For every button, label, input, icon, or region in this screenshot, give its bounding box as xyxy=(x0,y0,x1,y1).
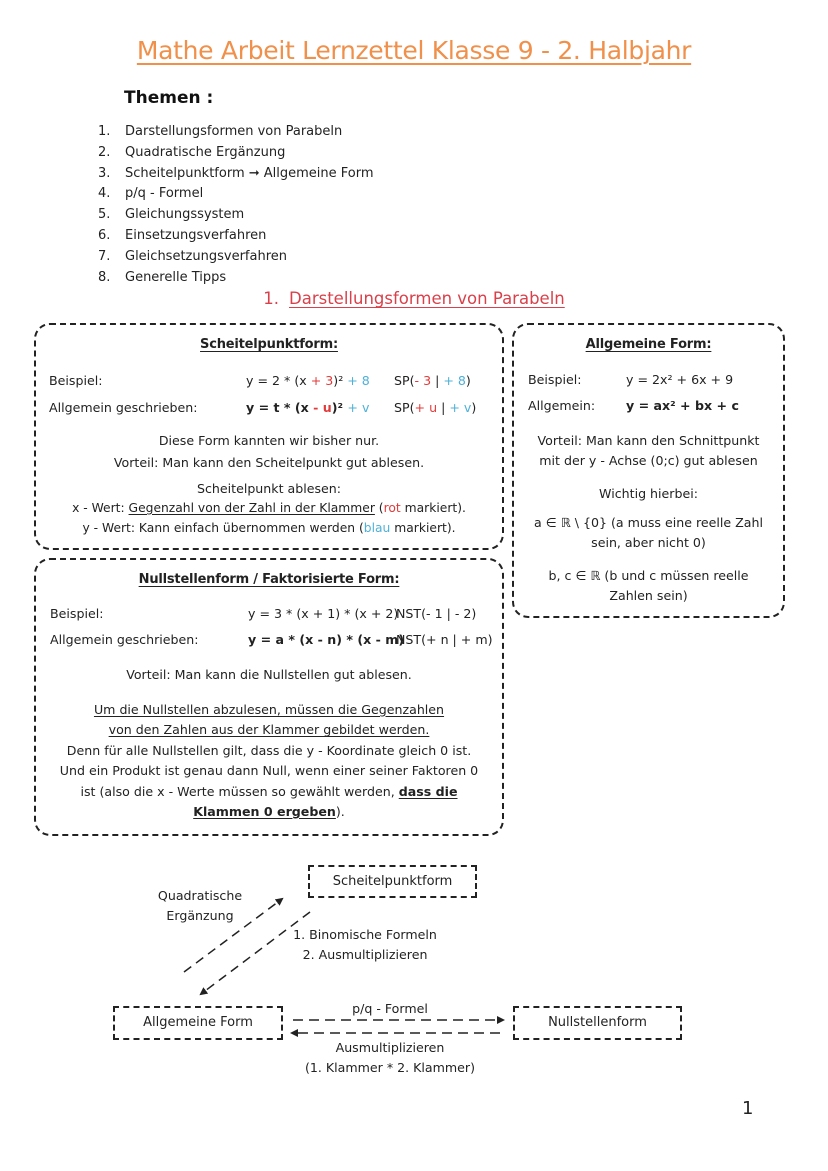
item-number: 7. xyxy=(98,248,111,264)
section-number: 1. xyxy=(263,289,279,308)
explanation-text: Denn für alle Nullstellen gilt, dass die y - Koordinate gleich 0 ist. Und ein Produkt ist genau dann Null, wenn einer seiner Faktoren 0 ist (also die x - Werte müssen so gewählt werden, xyxy=(59,742,479,799)
label-line: (1. Klammer * 2. Klammer) xyxy=(304,1060,476,1075)
allgemein-label: Allgemein geschrieben: xyxy=(49,400,198,415)
arrow-up-right-icon xyxy=(184,899,282,972)
beispiel-label: Beispiel: xyxy=(528,372,582,387)
allgemein-label: Allgemein: xyxy=(528,398,596,413)
item-number: 8. xyxy=(98,269,111,285)
label-line: Ausmultiplizieren xyxy=(335,1040,445,1055)
item-label: Scheitelpunktform ➞ Allgemeine Form xyxy=(125,165,374,181)
explanation-bold: dass die Klammen 0 ergeben xyxy=(193,783,458,820)
label-line: 2. Ausmultiplizieren xyxy=(302,947,428,962)
vorteil-text: Vorteil: Man kann den Schnittpunkt mit der y - Achse (0;c) gut ablesen xyxy=(537,433,760,468)
rule-text: Um die Nullstellen abzulesen, müssen die Gegenzahlen von den Zahlen aus der Klammer gebildet werden. xyxy=(93,702,445,738)
formula-part: )² xyxy=(331,400,348,415)
x-wert-mid: ( xyxy=(374,501,384,515)
formula-part: )² xyxy=(333,373,348,388)
node-scheitelpunktform: Scheitelpunktform xyxy=(308,865,477,898)
label-line: Ergänzung xyxy=(166,908,234,923)
sp-blue-part: + v xyxy=(449,400,472,415)
page-number: 1 xyxy=(742,1098,754,1119)
box-heading: Nullstellenform / Faktorisierte Form: xyxy=(138,572,400,587)
item-number: 2. xyxy=(98,144,111,160)
formula-part: y = t * (x xyxy=(246,400,314,415)
box-heading: Allgemeine Form: xyxy=(585,337,712,352)
sp-part: SP( xyxy=(394,400,415,415)
sp-blue-part: + 8 xyxy=(443,373,466,388)
sp-sep: | xyxy=(437,400,450,415)
item-label: Gleichsetzungsverfahren xyxy=(125,248,287,264)
intro-line: Diese Form kannten wir bisher nur. xyxy=(158,433,380,448)
formula-red-part: - u xyxy=(313,400,332,415)
formula-blue-part: + v xyxy=(347,400,370,415)
sp-red-part: + u xyxy=(414,400,438,415)
formula-red-part: + 3 xyxy=(310,373,334,388)
item-number: 3. xyxy=(98,165,111,181)
beispiel-nullstellen: NST(- 1 | - 2) xyxy=(396,606,477,621)
item-label: Darstellungsformen von Parabeln xyxy=(125,124,343,139)
label-pq-formel: p/q - Formel xyxy=(352,1001,428,1016)
formula-part: y = 2 * (x xyxy=(246,373,311,388)
x-wert-suffix: markiert). xyxy=(400,501,466,515)
y-wert-suffix: markiert). xyxy=(390,521,456,535)
node-allgemeine-form: Allgemeine Form xyxy=(113,1006,283,1040)
sp-part: ) xyxy=(471,400,477,415)
item-label: Generelle Tipps xyxy=(125,269,227,285)
beispiel-formula: y = 2x² + 6x + 9 xyxy=(626,372,734,387)
y-wert-prefix: y - Wert: Kann einfach übernommen werden ( xyxy=(82,521,364,535)
item-label: Gleichungssystem xyxy=(125,207,245,223)
page-title: Mathe Arbeit Lernzettel Klasse 9 - 2. Halbjahr xyxy=(136,36,692,65)
item-number: 5. xyxy=(98,207,111,223)
x-wert-rule: Gegenzahl von der Zahl in der Klammer xyxy=(128,501,375,515)
arrow-down-left-icon xyxy=(201,912,310,994)
item-number: 4. xyxy=(98,186,111,202)
allgemein-label: Allgemein geschrieben: xyxy=(50,632,199,647)
sp-part: ) xyxy=(465,373,471,388)
sp-sep: | xyxy=(431,373,444,388)
themen-heading: Themen : xyxy=(124,88,214,108)
ablesen-heading: Scheitelpunkt ablesen: xyxy=(196,481,342,496)
vorteil-line: Vorteil: Man kann den Scheitelpunkt gut ablesen. xyxy=(113,455,425,470)
item-number: 1. xyxy=(98,124,111,139)
item-label: Einsetzungsverfahren xyxy=(125,227,267,243)
vorteil-line: Vorteil: Man kann die Nullstellen gut ablesen. xyxy=(126,667,412,682)
item-number: 6. xyxy=(98,227,111,243)
formula-blue-part: + 8 xyxy=(347,373,370,388)
beispiel-label: Beispiel: xyxy=(50,606,104,621)
section-title: Darstellungsformen von Parabeln xyxy=(289,289,565,308)
beispiel-label: Beispiel: xyxy=(49,373,103,388)
x-wert-red: rot xyxy=(383,501,401,515)
item-label: p/q - Formel xyxy=(125,186,204,202)
label-line: 1. Binomische Formeln xyxy=(293,927,437,942)
condition-bc: b, c ∈ ℝ (b und c müssen reelle Zahlen sein) xyxy=(548,568,749,603)
node-nullstellenform: Nullstellenform xyxy=(513,1006,682,1040)
beispiel-formula: y = 3 * (x + 1) * (x + 2) xyxy=(248,606,399,621)
allgemein-formula: y = ax² + bx + c xyxy=(626,398,739,413)
item-label: Quadratische Ergänzung xyxy=(125,144,286,160)
y-wert-blue: blau xyxy=(363,521,391,535)
box-heading: Scheitelpunktform: xyxy=(200,337,338,352)
sp-red-part: - 3 xyxy=(414,373,432,388)
label-line: Quadratische xyxy=(157,888,243,903)
wichtig-heading: Wichtig hierbei: xyxy=(599,486,698,501)
allgemein-nullstellen: NST(+ n | + m) xyxy=(396,632,493,647)
condition-a: a ∈ ℝ \ {0} (a muss eine reelle Zahl sein, aber nicht 0) xyxy=(534,515,763,550)
x-wert-prefix: x - Wert: xyxy=(72,501,129,515)
explanation-end: ). xyxy=(335,804,345,820)
allgemein-formula: y = a * (x - n) * (x - m) xyxy=(248,632,405,647)
sp-part: SP( xyxy=(394,373,415,388)
